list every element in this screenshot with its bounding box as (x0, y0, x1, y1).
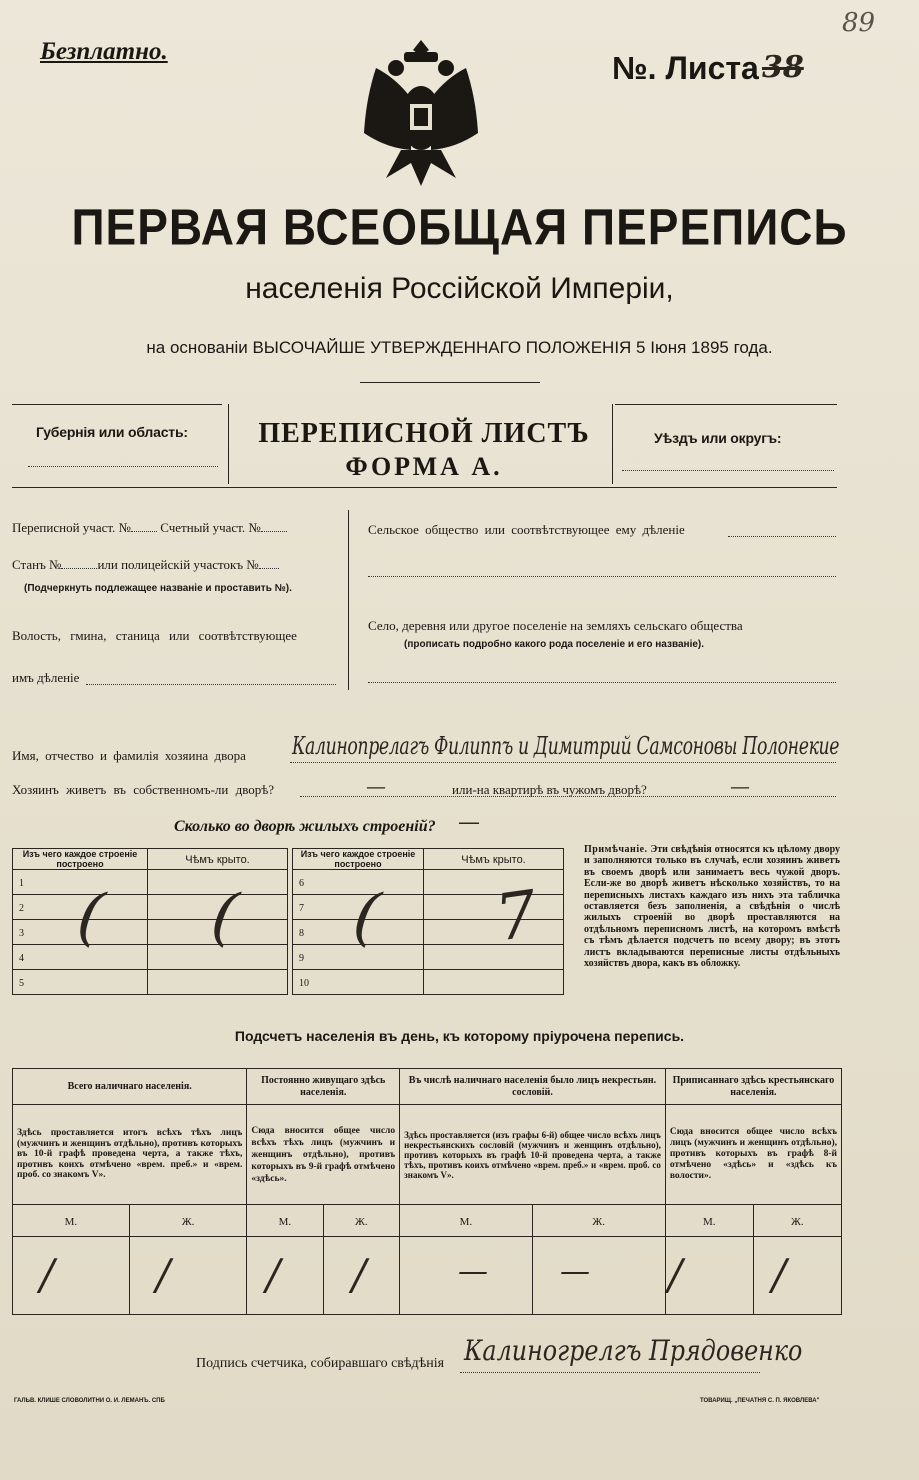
volost-label-2: имъ дѣленіе (12, 670, 80, 685)
band-divider-left (228, 404, 229, 484)
pop-value-cell (247, 1237, 323, 1315)
owner-name-label: Имя, отчество и фамилія хозяина двора (12, 748, 246, 763)
basis-line: на основаніи ВЫСОЧАЙШЕ УТВЕРЖДЕННАГО ПОЛОЖЕНІЯ 5 Іюня 1895 года. (146, 338, 773, 357)
pop-col-desc-nonpeasant: Здѣсь проставляется (изъ графы 6-й) общее число всѣхъ лицъ некрестьянскихъ сословій (мужчинъ и женщинъ отдѣльно), противъ которыхъ въ графѣ 10-й проведена черта, а также тѣхъ, противъ коихъ отмѣчено «врем. преб.» и «врем. проб. со знакомъ V». (400, 1105, 666, 1205)
buildings-row: 10 (293, 970, 424, 995)
free-label: Безплатно. (40, 38, 168, 65)
pop-value-cell (129, 1237, 247, 1315)
buildings-row: 8 (293, 920, 424, 945)
rural-society-label: Сельское общество или соотвѣтствующее ему дѣленіе (368, 522, 685, 537)
pop-col-header-peasant: Приписаннаго здѣсь крестьянскаго населенія. (665, 1069, 841, 1105)
buildings-col-roof: Чѣмъ крыто. (148, 849, 288, 870)
band-bottom-rule (12, 487, 837, 488)
volost-label: Волость, гмина, станица или соотвѣтствующее (12, 628, 297, 643)
sheet-number-label: №. Листа (612, 50, 759, 86)
district-label: Уѣздъ или округъ: (654, 430, 782, 446)
right-printer: ТОВАРИЩ. „ПЕЧАТНЯ С. П. ЯКОВЛЕВА" (700, 1398, 820, 1404)
pop-male-header: М. (13, 1205, 130, 1237)
underline-note: (Подчеркнуть подлежащее названіе и проставить №). (24, 583, 292, 594)
pop-dash-perm-m: / (266, 1250, 281, 1299)
left-table-dash-2: ( (206, 878, 242, 956)
signature-field (460, 1372, 760, 1373)
buildings-question: Сколько во дворѣ жилыхъ строеній? (174, 818, 436, 835)
pop-dash-peasant-m: / (668, 1250, 683, 1299)
pop-col-desc-total: Здѣсь проставляется итогъ всѣхъ тѣхъ лицъ (мужчинъ и женщинъ отдѣльно), противъ которыхъ въ 10-й графѣ проведена черта, а также тѣхъ, противъ коихъ отмѣчено «врем. преб.» и «врем. проб. со знакомъ V». (13, 1105, 247, 1205)
note-block (584, 844, 840, 969)
pop-dash-peasant-f: / (772, 1250, 787, 1299)
buildings-value: — (458, 810, 480, 835)
buildings-row: 2 (13, 895, 148, 920)
band-top-rule (12, 404, 222, 405)
population-title: Подсчетъ населенія въ день, къ которому пріурочена перепись. (234, 1028, 685, 1044)
pop-female-header: Ж. (323, 1205, 400, 1237)
note-title: Примѣчаніе. (584, 844, 648, 855)
pop-male-header: М. (665, 1205, 753, 1237)
pop-dash-perm-f: / (352, 1250, 367, 1299)
buildings-row: 6 (293, 870, 424, 895)
owner-or-value: — (730, 774, 750, 798)
census-section-label: Переписной участ. № Счетный участ. № (12, 520, 287, 536)
main-title: ПЕРВАЯ ВСЕОБЩАЯ ПЕРЕПИСЬ (71, 198, 848, 256)
imperial-eagle-emblem (356, 38, 486, 188)
pop-col-header-permanent: Постоянно живущаго здѣсь населенія. (247, 1069, 400, 1105)
village-field (368, 682, 836, 683)
signature-value: Калиногрелгъ Прядовенко (464, 1334, 803, 1367)
note-text: Эти свѣдѣнія относятся къ цѣлому двору и заполняются только въ случаѣ, если хозяинъ живетъ въ своемъ дворѣ или занимаетъ весь чужой дворъ. Если-же во дворѣ живетъ нѣсколько хозяйствъ, то на переписныхъ листахъ каждаго изъ нихъ эта табличка оставляется безъ заполненія, а свѣдѣнія о числѣ жилыхъ строеній во дворѣ проставляются на отдѣльномъ переписномъ листѣ, на которомъ вмѣстѣ съ тѣмъ дѣлается подсчетъ по всему двору; въ этотъ листъ вкладываются переписные листы отдѣльныхъ хозяйствъ двора, какъ въ обложку. (584, 844, 840, 970)
sheet-number-value: 38 (762, 50, 804, 85)
pop-value-cell (753, 1237, 841, 1315)
owner-lives-field (300, 796, 836, 797)
pop-male-header: М. (400, 1205, 532, 1237)
buildings-row: 1 (13, 870, 148, 895)
buildings-row: 3 (13, 920, 148, 945)
buildings-row: 7 (293, 895, 424, 920)
left-table-dash-1: ( (72, 878, 108, 956)
pop-female-header: Ж. (753, 1205, 841, 1237)
buildings-col-material-right: Изъ чего каждое строеніе построено (293, 849, 424, 870)
right-table-dash-2: 7 (491, 877, 542, 957)
pop-value-cell (13, 1237, 130, 1315)
pop-dash-total-f: / (156, 1250, 171, 1299)
buildings-row: 5 (13, 970, 148, 995)
province-field (28, 466, 218, 467)
pop-col-desc-peasant: Сюда вносится общее число всѣхъ лицъ (мужчинъ и женщинъ отдѣльно), противъ которыхъ въ графѣ 8-й отмѣчено «здѣсь» и «здѣсь къ волости». (665, 1105, 841, 1205)
owner-name-value: Калинопрелагъ Филиппъ и Димитрий Самсоновы Полонекие (292, 732, 840, 760)
band-divider-right (612, 404, 613, 484)
pop-dash-total-m: / (40, 1250, 55, 1299)
rural-society-field-2 (368, 576, 836, 577)
pop-col-header-total: Всего наличнаго населенія. (13, 1069, 247, 1105)
sub-title: населенія Россійской Имперіи, (245, 272, 674, 305)
band-top-rule-right (615, 404, 837, 405)
buildings-table-left (12, 848, 288, 995)
district-field (622, 470, 834, 471)
village-label: Село, деревня или другое поселеніе на земляхъ сельскаго общества (368, 618, 743, 633)
location-divider (348, 510, 349, 690)
camp-label: Станъ № или полицейскій участокъ № (12, 557, 279, 573)
province-label: Губернія или область: (36, 424, 188, 440)
rural-society-field (728, 536, 836, 537)
signature-label: Подпись счетчика, собиравшаго свѣдѣнія (196, 1356, 445, 1371)
ornament-divider (360, 382, 540, 393)
owner-or-label: или-на квартирѣ въ чужомъ дворѣ? (452, 782, 647, 797)
buildings-col-roof-right: Чѣмъ крыто. (424, 849, 564, 870)
left-printer: ГАЛЬВ. КЛИШЕ СЛОВОЛИТНИ О. И. ЛЕМАНЪ. СПБ (14, 1398, 165, 1404)
volost-field (86, 684, 336, 685)
buildings-row: 4 (13, 945, 148, 970)
pop-col-desc-permanent: Сюда вносится общее число всѣхъ тѣхъ лицъ (мужчинъ и женщинъ отдѣльно), противъ которыхъ въ 9-й графѣ отмѣчено «здѣсь». (247, 1105, 400, 1205)
village-note: (прописать подробно какого рода поселеніе и его названіе). (404, 639, 705, 650)
pop-col-header-nonpeasant: Въ числѣ наличнаго населенія было лицъ некрестьян. сословій. (400, 1069, 666, 1105)
pop-dash-nonpeasant-f: — (560, 1254, 590, 1289)
right-table-dash-1: ( (348, 878, 384, 956)
buildings-col-material: Изъ чего каждое строеніе построено (13, 849, 148, 870)
owner-name-field (290, 762, 836, 763)
archive-page-number: 89 (842, 8, 876, 38)
pop-male-header: М. (247, 1205, 323, 1237)
pop-value-cell (532, 1237, 665, 1315)
population-table (12, 1068, 842, 1315)
form-title: ПЕРЕПИСНОЙ ЛИСТЪ (258, 418, 590, 449)
owner-lives-label: Хозяинъ живетъ въ собственномъ-ли дворѣ? (12, 782, 275, 797)
owner-lives-value: — (366, 774, 386, 798)
buildings-row: 9 (293, 945, 424, 970)
form-subtitle: ФОРМА А. (345, 452, 503, 481)
pop-dash-nonpeasant-m: — (458, 1254, 488, 1289)
pop-female-header: Ж. (129, 1205, 247, 1237)
pop-female-header: Ж. (532, 1205, 665, 1237)
